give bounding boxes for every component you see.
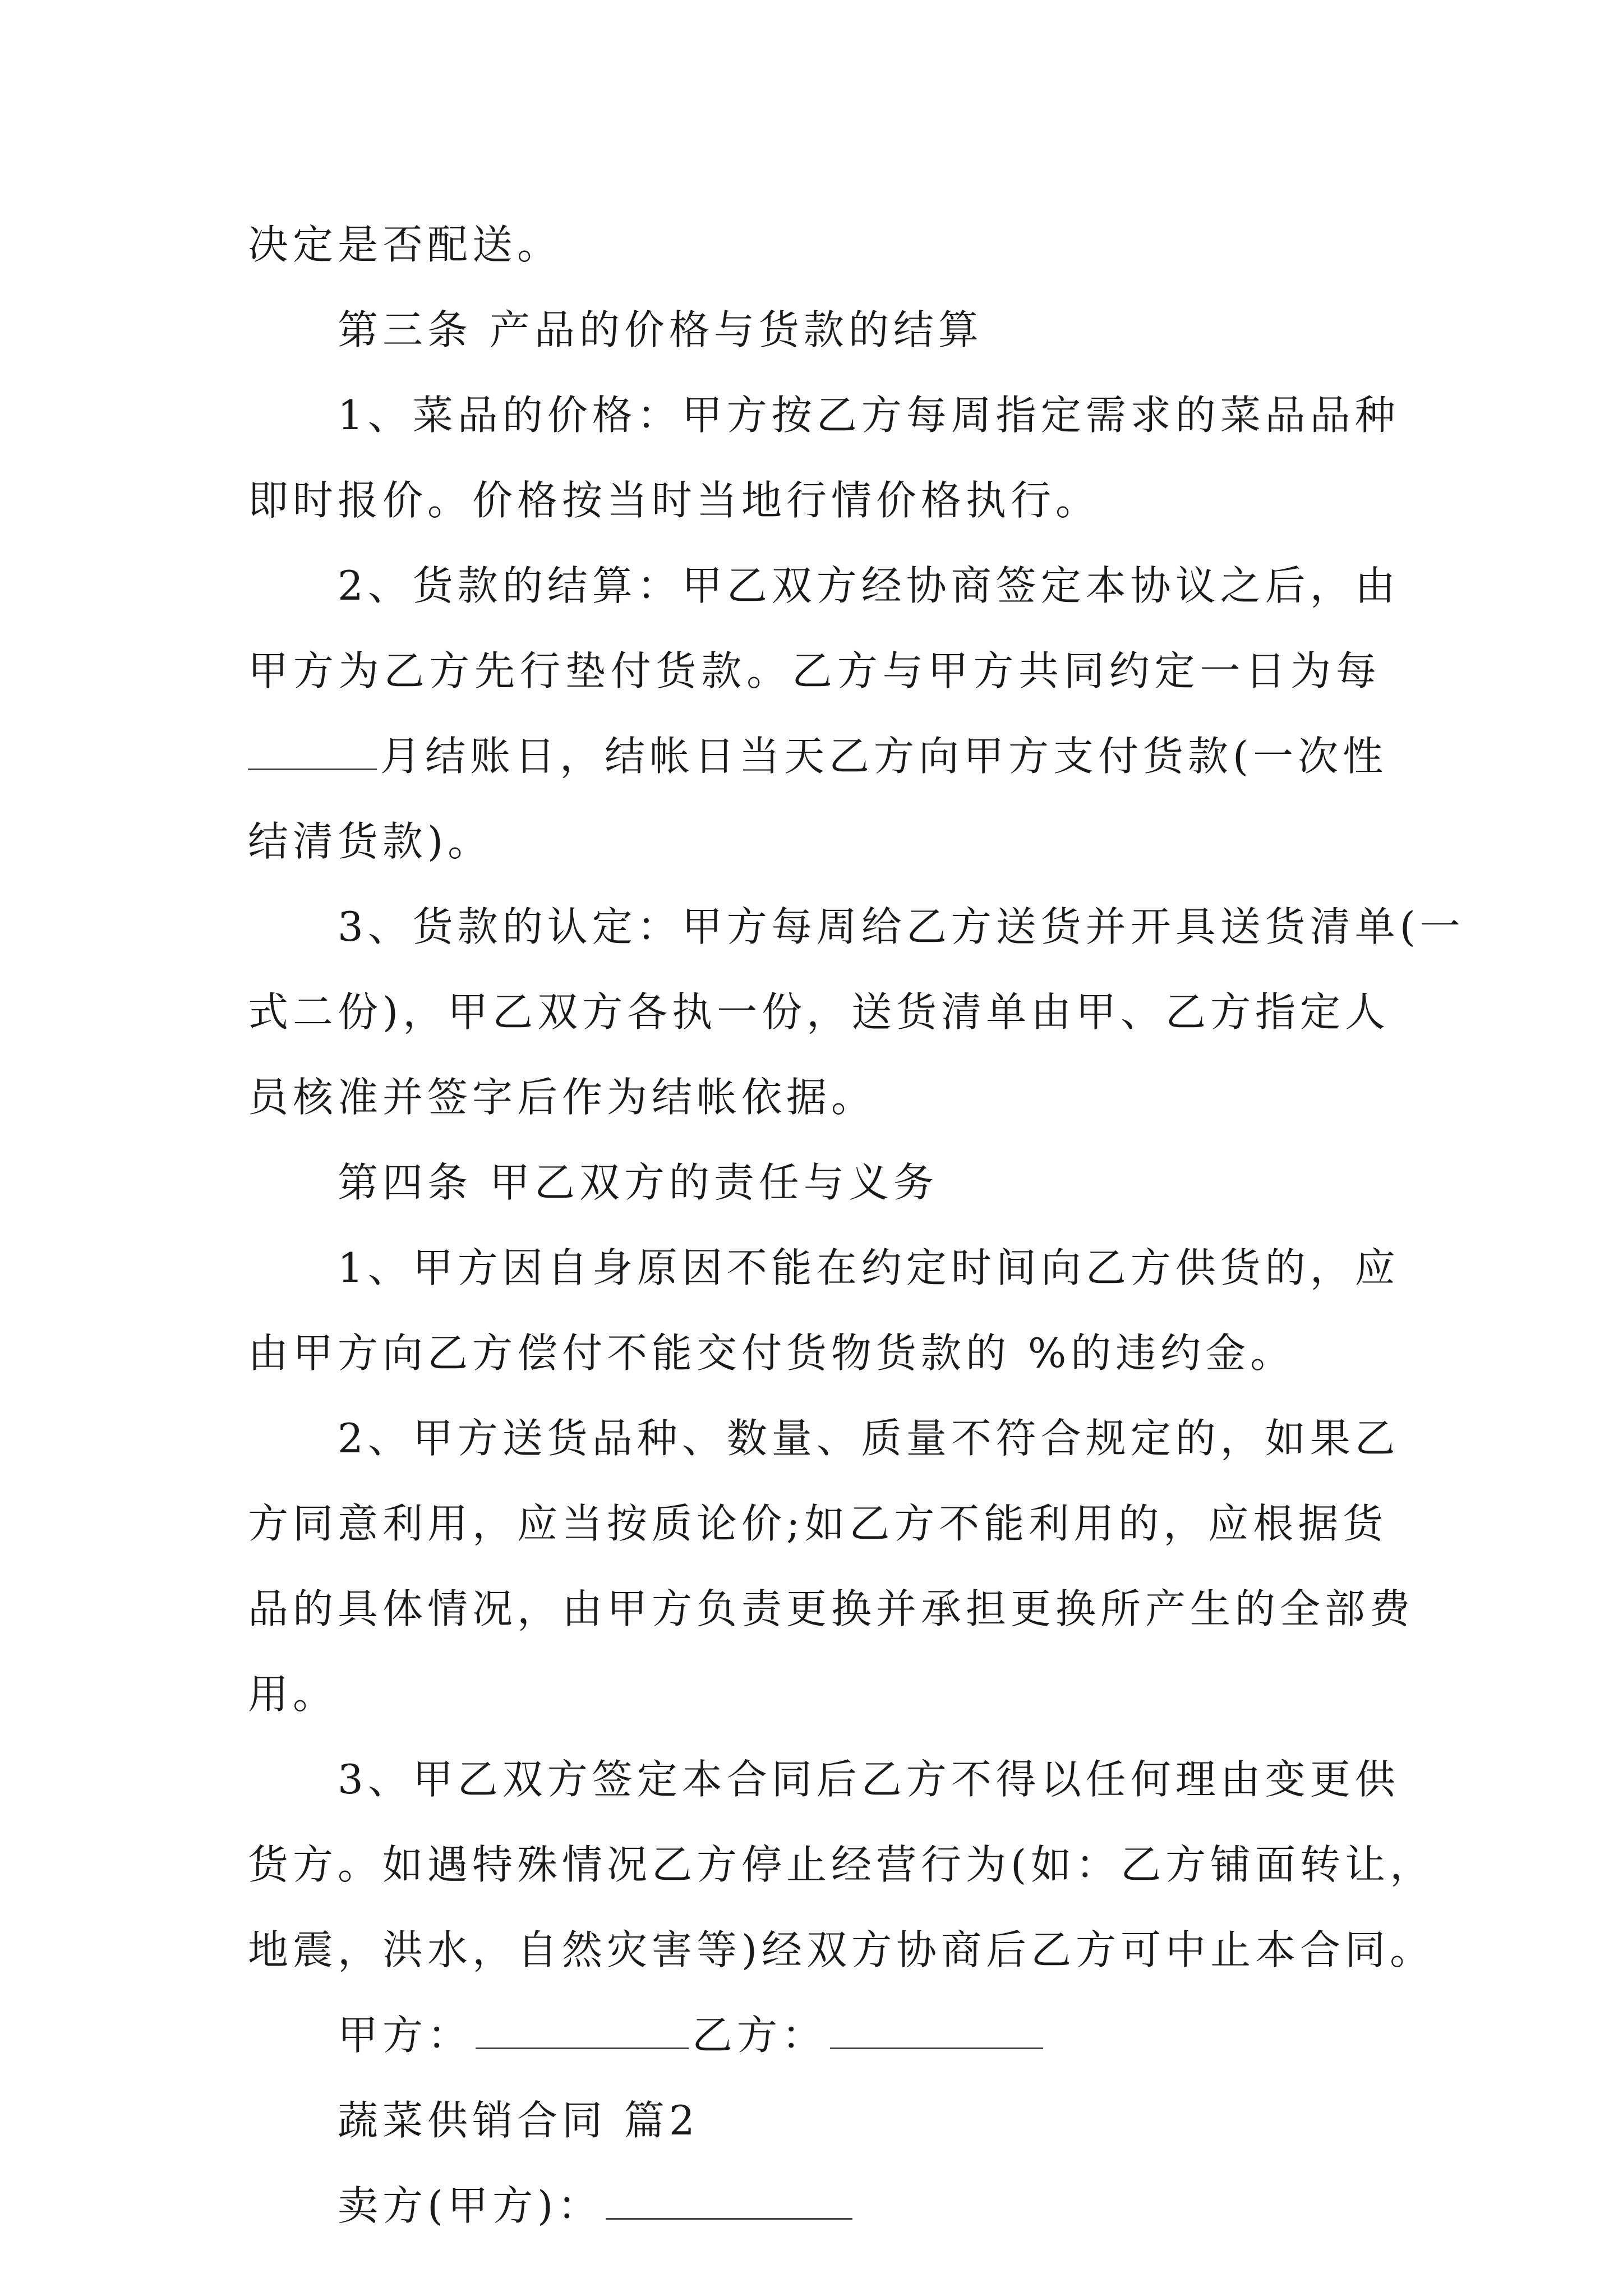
text-line-7 [248,714,1388,799]
seller-line [248,2163,1381,2248]
party-b-label: 乙方： [692,2012,827,2059]
section-title: 蔬菜供销合同 篇2 [338,2097,699,2144]
text-line-5: 2、货款的结算：甲乙双方经协商签定本协议之后，由 [338,562,1400,609]
text-line-10: 式二份)，甲乙双方各执一份，送货清单由甲、乙方指定人 [248,988,1390,1036]
signature-line [248,1993,1381,2078]
article-4-heading: 第四条 甲乙双方的责任与义务 [338,1159,938,1206]
article-3-heading: 第三条 产品的价格与货款的结算 [338,306,983,353]
text-line-7-text: 月结账日，结帐日当天乙方向甲方支付货款(一次性 [380,733,1388,780]
seller-blank [606,2183,852,2220]
seller-label: 卖方(甲方)： [338,2182,603,2229]
text-line-6: 甲方为乙方先行垫付货款。乙方与甲方共同约定一日为每 [248,647,1381,694]
text-line-3: 1、菜品的价格：甲方按乙方每周指定需求的菜品品种 [338,392,1400,439]
document-page [248,202,1465,2248]
text-line-11: 员核准并签字后作为结帐依据。 [248,1074,877,1121]
text-line-1: 决定是否配送。 [248,221,562,268]
text-line-16: 方同意利用，应当按质论价;如乙方不能利用的，应根据货 [248,1500,1388,1547]
text-line-21: 地震，洪水，自然灾害等)经双方协商后乙方可中止本合同。 [248,1926,1435,1973]
text-line-8: 结清货款)。 [248,818,493,865]
party-a-blank [476,2013,689,2049]
text-line-17: 品的具体情况，由甲方负责更换并承担更换所产生的全部费 [248,1585,1415,1632]
text-line-18: 用。 [248,1671,338,1718]
text-line-9: 3、货款的认定：甲方每周给乙方送货并开具送货清单(一 [338,903,1465,950]
text-line-15: 2、甲方送货品种、数量、质量不符合规定的，如果乙 [338,1415,1400,1462]
blank-field-day [248,734,377,770]
text-line-13: 1、甲方因自身原因不能在约定时间向乙方供货的，应 [338,1244,1400,1291]
text-line-19: 3、甲乙双方签定本合同后乙方不得以任何理由变更供 [338,1756,1400,1803]
party-a-label: 甲方： [338,2012,473,2059]
party-b-blank [830,2013,1043,2049]
text-line-4: 即时报价。价格按当时当地行情价格执行。 [248,477,1101,524]
text-line-14: 由甲方向乙方偿付不能交付货物货款的 %的违约金。 [248,1329,1295,1377]
text-line-20: 货方。如遇特殊情况乙方停止经营行为(如：乙方铺面转让， [248,1841,1435,1888]
